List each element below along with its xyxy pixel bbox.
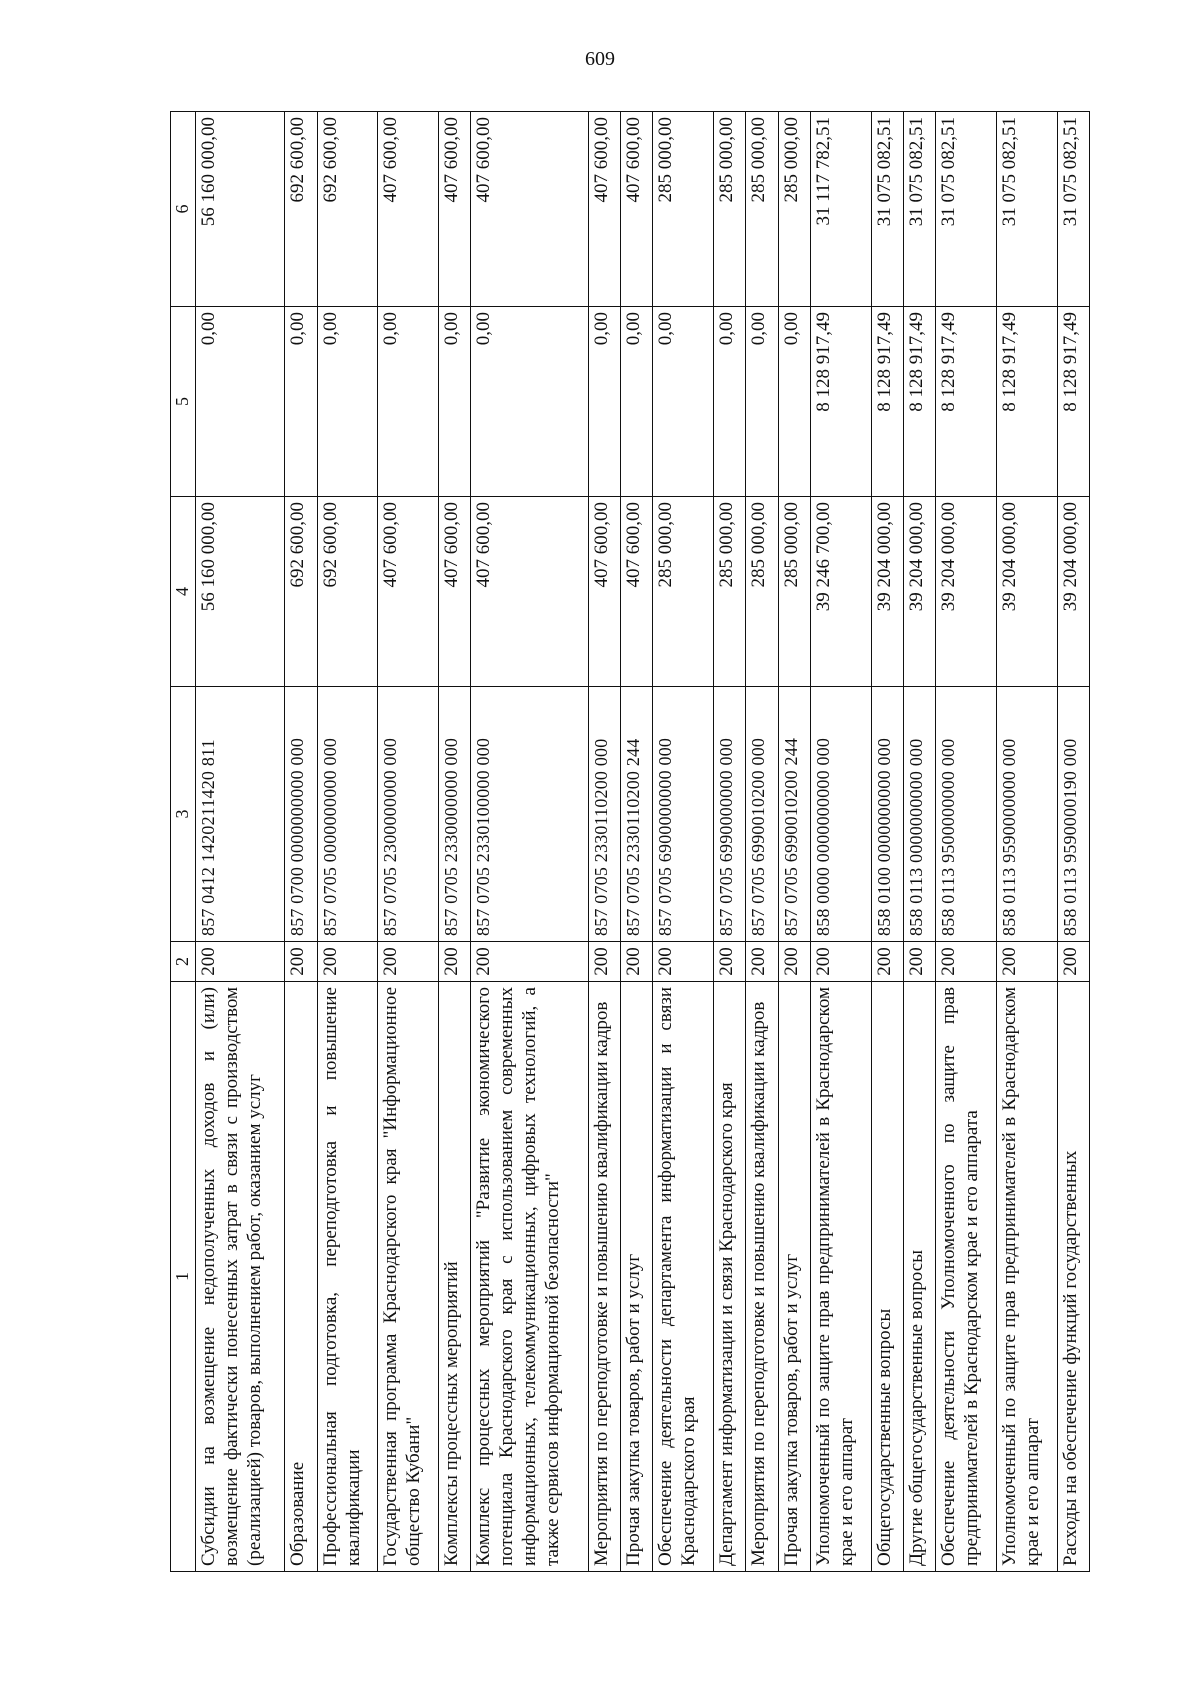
table-row (589, 112, 621, 1572)
row-name-cell: Уполномоченный по защите прав предпринимателей в Краснодарском крае и его аппарат (996, 982, 1057, 1572)
header-row (171, 112, 196, 1572)
table-row (714, 112, 746, 1572)
row-col2-cell: 200 (621, 942, 653, 982)
row-amount-col5-cell: 0,00 (714, 307, 746, 497)
row-amount-col5-cell: 8 128 917,49 (1057, 307, 1089, 497)
row-col2-cell: 200 (778, 942, 810, 982)
row-col2-cell: 200 (378, 942, 439, 982)
row-amount-col4-cell: 285 000,00 (778, 497, 810, 687)
row-name-cell: Государственная программа Краснодарского края "Информационное общество Кубани" (378, 982, 439, 1572)
row-amount-col6-cell: 407 600,00 (439, 112, 471, 307)
row-amount-col6-cell: 31 075 082,51 (871, 112, 903, 307)
row-amount-col6-cell: 31 075 082,51 (1057, 112, 1089, 307)
row-amount-col5-cell: 0,00 (589, 307, 621, 497)
row-amount-col4-cell: 407 600,00 (439, 497, 471, 687)
row-col2-cell: 200 (810, 942, 871, 982)
row-amount-col4-cell: 285 000,00 (653, 497, 714, 687)
row-code-cell: 857 0412 1420211420 811 (196, 687, 285, 942)
row-amount-col5-cell: 0,00 (653, 307, 714, 497)
row-name-cell: Мероприятия по переподготовке и повышению квалификации кадров (746, 982, 778, 1572)
row-col2-cell: 200 (196, 942, 285, 982)
row-col2-cell: 200 (746, 942, 778, 982)
table-row (903, 112, 935, 1572)
row-amount-col6-cell: 285 000,00 (746, 112, 778, 307)
header-col-1: 1 (171, 982, 196, 1572)
row-code-cell: 857 0705 6990000000 000 (714, 687, 746, 942)
budget-table-rotated (170, 112, 1090, 1572)
row-col2-cell: 200 (871, 942, 903, 982)
row-col2-cell: 200 (471, 942, 589, 982)
row-name-cell: Образование (285, 982, 317, 1572)
table-row (1057, 112, 1089, 1572)
row-amount-col4-cell: 39 204 000,00 (1057, 497, 1089, 687)
row-amount-col6-cell: 692 600,00 (317, 112, 378, 307)
row-code-cell: 857 0705 6990010200 244 (778, 687, 810, 942)
row-amount-col4-cell: 39 204 000,00 (936, 497, 997, 687)
row-name-cell: Прочая закупка товаров, работ и услуг (621, 982, 653, 1572)
row-code-cell: 857 0705 2300000000 000 (378, 687, 439, 942)
table-row (746, 112, 778, 1572)
row-amount-col4-cell: 39 246 700,00 (810, 497, 871, 687)
row-name-cell: Обеспечение деятельности Уполномоченного по защите прав предпринимателей в Краснодарском крае и его аппарата (936, 982, 997, 1572)
table-row (996, 112, 1057, 1572)
row-amount-col5-cell: 0,00 (196, 307, 285, 497)
row-amount-col5-cell: 0,00 (285, 307, 317, 497)
row-amount-col4-cell: 285 000,00 (714, 497, 746, 687)
row-amount-col5-cell: 8 128 917,49 (871, 307, 903, 497)
row-code-cell: 858 0113 0000000000 000 (903, 687, 935, 942)
row-code-cell: 857 0705 6900000000 000 (653, 687, 714, 942)
row-amount-col5-cell: 0,00 (778, 307, 810, 497)
table-row (653, 112, 714, 1572)
row-amount-col6-cell: 31 075 082,51 (903, 112, 935, 307)
table-row (196, 112, 285, 1572)
row-amount-col6-cell: 31 075 082,51 (936, 112, 997, 307)
row-name-cell: Уполномоченный по защите прав предпринимателей в Краснодарском крае и его аппарат (810, 982, 871, 1572)
row-col2-cell: 200 (439, 942, 471, 982)
table-row (439, 112, 471, 1572)
header-col-5: 5 (171, 307, 196, 497)
row-amount-col4-cell: 407 600,00 (471, 497, 589, 687)
row-amount-col4-cell: 692 600,00 (285, 497, 317, 687)
row-amount-col6-cell: 56 160 000,00 (196, 112, 285, 307)
row-amount-col6-cell: 285 000,00 (778, 112, 810, 307)
table-row (621, 112, 653, 1572)
table-row (285, 112, 317, 1572)
row-amount-col6-cell: 285 000,00 (653, 112, 714, 307)
row-amount-col4-cell: 407 600,00 (589, 497, 621, 687)
row-amount-col5-cell: 0,00 (746, 307, 778, 497)
row-code-cell: 857 0705 2330110200 000 (589, 687, 621, 942)
row-code-cell: 857 0705 2330110200 244 (621, 687, 653, 942)
row-amount-col5-cell: 0,00 (378, 307, 439, 497)
row-name-cell: Общегосударственные вопросы (871, 982, 903, 1572)
row-amount-col6-cell: 407 600,00 (471, 112, 589, 307)
header-col-4: 4 (171, 497, 196, 687)
row-col2-cell: 200 (714, 942, 746, 982)
row-code-cell: 858 0100 0000000000 000 (871, 687, 903, 942)
table-row (378, 112, 439, 1572)
row-amount-col4-cell: 56 160 000,00 (196, 497, 285, 687)
row-name-cell: Прочая закупка товаров, работ и услуг (778, 982, 810, 1572)
row-amount-col4-cell: 39 204 000,00 (871, 497, 903, 687)
row-name-cell: Субсидии на возмещение недополученных доходов и (или) возмещение фактически понесенных затрат в связи с производством (реализацией) товаров, выполнением работ, оказанием услуг (196, 982, 285, 1572)
row-amount-col5-cell: 8 128 917,49 (996, 307, 1057, 497)
row-amount-col5-cell: 0,00 (439, 307, 471, 497)
row-name-cell: Профессиональная подготовка, переподготовка и повышение квалификации (317, 982, 378, 1572)
row-amount-col5-cell: 0,00 (621, 307, 653, 497)
table-row (936, 112, 997, 1572)
row-col2-cell: 200 (653, 942, 714, 982)
row-code-cell: 857 0705 2330100000 000 (471, 687, 589, 942)
row-amount-col4-cell: 39 204 000,00 (996, 497, 1057, 687)
row-code-cell: 858 0000 0000000000 000 (810, 687, 871, 942)
row-code-cell: 858 0113 9590000000 000 (996, 687, 1057, 942)
row-amount-col4-cell: 407 600,00 (378, 497, 439, 687)
table-row (778, 112, 810, 1572)
table-row (317, 112, 378, 1572)
row-code-cell: 857 0705 0000000000 000 (317, 687, 378, 942)
table-row (471, 112, 589, 1572)
row-name-cell: Другие общегосударственные вопросы (903, 982, 935, 1572)
row-amount-col6-cell: 407 600,00 (589, 112, 621, 307)
header-col-6: 6 (171, 112, 196, 307)
row-name-cell: Комплексы процессных мероприятий (439, 982, 471, 1572)
row-amount-col6-cell: 407 600,00 (621, 112, 653, 307)
row-code-cell: 857 0700 0000000000 000 (285, 687, 317, 942)
row-amount-col4-cell: 407 600,00 (621, 497, 653, 687)
row-amount-col4-cell: 39 204 000,00 (903, 497, 935, 687)
row-amount-col5-cell: 0,00 (317, 307, 378, 497)
row-code-cell: 858 0113 9500000000 000 (936, 687, 997, 942)
row-amount-col5-cell: 0,00 (471, 307, 589, 497)
row-amount-col6-cell: 285 000,00 (714, 112, 746, 307)
budget-table (170, 111, 1090, 1572)
row-name-cell: Департамент информатизации и связи Краснодарского края (714, 982, 746, 1572)
row-amount-col5-cell: 8 128 917,49 (903, 307, 935, 497)
row-name-cell: Мероприятия по переподготовке и повышению квалификации кадров (589, 982, 621, 1572)
row-amount-col6-cell: 407 600,00 (378, 112, 439, 307)
row-col2-cell: 200 (936, 942, 997, 982)
row-col2-cell: 200 (996, 942, 1057, 982)
row-amount-col5-cell: 8 128 917,49 (936, 307, 997, 497)
row-col2-cell: 200 (285, 942, 317, 982)
table-row (810, 112, 871, 1572)
row-amount-col4-cell: 285 000,00 (746, 497, 778, 687)
row-amount-col6-cell: 31 075 082,51 (996, 112, 1057, 307)
row-amount-col6-cell: 692 600,00 (285, 112, 317, 307)
header-col-2: 2 (171, 942, 196, 982)
row-col2-cell: 200 (1057, 942, 1089, 982)
row-code-cell: 857 0705 2330000000 000 (439, 687, 471, 942)
row-name-cell: Обеспечение деятельности департамента информатизации и связи Краснодарского края (653, 982, 714, 1572)
row-col2-cell: 200 (317, 942, 378, 982)
row-col2-cell: 200 (903, 942, 935, 982)
row-name-cell: Комплекс процессных мероприятий "Развитие экономического потенциала Краснодарского края с использованием современных информационных, телекоммуникационных, цифровых технологий, а также сервисов информационной безопасности" (471, 982, 589, 1572)
table-row (871, 112, 903, 1572)
row-amount-col4-cell: 692 600,00 (317, 497, 378, 687)
header-col-3: 3 (171, 687, 196, 942)
row-code-cell: 857 0705 6990010200 000 (746, 687, 778, 942)
row-amount-col5-cell: 8 128 917,49 (810, 307, 871, 497)
row-amount-col6-cell: 31 117 782,51 (810, 112, 871, 307)
page-number: 609 (585, 48, 615, 70)
row-code-cell: 858 0113 9590000190 000 (1057, 687, 1089, 942)
row-col2-cell: 200 (589, 942, 621, 982)
row-name-cell: Расходы на обеспечение функций государственных (1057, 982, 1089, 1572)
